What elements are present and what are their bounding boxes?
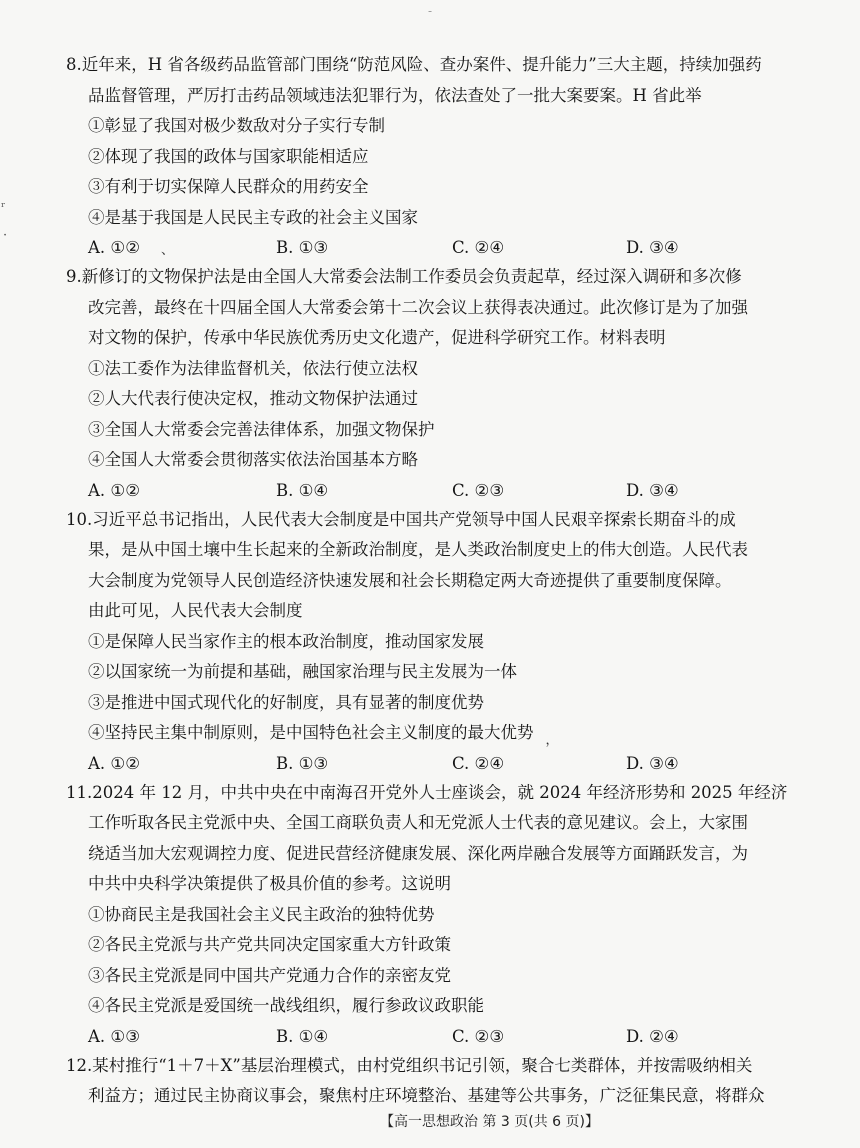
statement-option: ②体现了我国的政体与国家职能相适应	[88, 146, 369, 166]
answer-choice-a[interactable]: A. ①②	[88, 238, 140, 257]
question-stem-line: 果，是从中国土壤中生长起来的全新政治制度，是人类政治制度史上的伟大创造。人民代表	[88, 540, 748, 559]
question-stem-line: 工作听取各民主党派中央、全国工商联负责人和无党派人士代表的意见建议。会上，大家围	[88, 813, 748, 832]
question-stem-line: 大会制度为党领导人民创造经济快速发展和社会长期稳定两大奇迹提供了重要制度保障。	[88, 570, 732, 590]
statement-option: ④各民主党派是爱国统一战线组织，履行参政议政职能	[88, 996, 484, 1015]
statement-option: ②人大代表行使决定权，推动文物保护法通过	[88, 389, 418, 408]
answer-choice-c[interactable]: C. ②③	[452, 1026, 505, 1046]
statement-option: ③全国人大常委会完善法律体系，加强文物保护	[88, 419, 435, 439]
answer-choice-d[interactable]: D. ③④	[626, 480, 679, 500]
answer-choices	[66, 476, 796, 505]
answer-choices	[66, 233, 796, 262]
answer-choice-b[interactable]: B. ①④	[276, 1026, 329, 1046]
question-stem-line: 由此可见，人民代表大会制度	[88, 601, 303, 620]
statement-option: ②各民主党派与共产党共同决定国家重大方针政策	[88, 935, 451, 954]
question-10	[66, 505, 796, 778]
scan-mark-left: ·	[3, 228, 8, 243]
question-stem-line: 品监督管理，严厉打击药品领域违法犯罪行为，依法查处了一批大案要案。H 省此举	[88, 85, 702, 105]
question-12	[66, 1051, 796, 1112]
question-stem-line: 9.新修订的文物保护法是由全国人大常委会法制工作委员会负责起草，经过深入调研和多次修	[66, 267, 742, 286]
question-stem-line: 10.习近平总书记指出，人民代表大会制度是中国共产党领导中国人民艰辛探索长期奋斗的成	[66, 509, 736, 529]
scan-mark-left: ʳ	[1, 200, 6, 215]
answer-choice-d[interactable]: D. ③④	[626, 753, 679, 773]
answer-choice-d[interactable]: D. ②④	[626, 1026, 679, 1046]
stray-mark: ，	[545, 733, 559, 748]
answer-choice-b[interactable]: B. ①③	[276, 753, 329, 773]
question-11	[66, 778, 796, 1051]
answer-choice-c[interactable]: C. ②③	[452, 480, 505, 500]
answer-choice-b[interactable]: B. ①④	[276, 480, 329, 500]
statement-option: ②以国家统一为前提和基础，融国家治理与民主发展为一体	[88, 662, 517, 681]
stray-mark: 、	[161, 243, 175, 258]
answer-choice-a[interactable]: A. ①②	[88, 753, 140, 773]
statement-option: ④全国人大常委会贯彻落实依法治国基本方略	[88, 450, 418, 469]
question-stem-line: 对文物的保护，传承中华民族优秀历史文化遗产，促进科学研究工作。材料表明	[88, 328, 666, 347]
question-stem-line: 利益方；通过民主协商议事会，聚焦村庄环境整治、基建等公共事务，广泛征集民意，将群众	[88, 1086, 765, 1105]
statement-option: ④坚持民主集中制原则，是中国特色社会主义制度的最大优势	[88, 723, 534, 742]
answer-choice-c[interactable]: C. ②④	[452, 238, 505, 257]
statement-option: ③是推进中国式现代化的好制度，具有显著的制度优势	[88, 692, 484, 712]
question-stem-line: 改完善，最终在十四届全国人大常委会第十二次会议上获得表决通过。此次修订是为了加强	[88, 297, 748, 317]
statement-option: ③有利于切实保障人民群众的用药安全	[88, 177, 369, 196]
question-stem-line: 12.某村推行“1＋7＋X”基层治理模式，由村党组织书记引领，聚合七类群体，并按需吸纳相关	[66, 1055, 753, 1075]
answer-choice-b[interactable]: B. ①③	[276, 238, 329, 257]
statement-option: ①协商民主是我国社会主义民主政治的独特优势	[88, 904, 435, 924]
question-8	[66, 50, 796, 262]
page-footer: 【高一思想政治 第 3 页(共 6 页)】	[380, 1114, 599, 1130]
answer-choice-d[interactable]: D. ③④	[626, 238, 679, 257]
question-stem-line: 8.近年来，H 省各级药品监管部门围绕“防范风险、查办案件、提升能力”三大主题，持续加强药	[66, 55, 762, 74]
question-stem-line: 中共中央科学决策提供了极具价值的参考。这说明	[88, 874, 451, 893]
scan-mark-top: -	[428, 4, 433, 18]
answer-choice-a[interactable]: A. ①②	[88, 480, 140, 500]
question-9	[66, 262, 796, 505]
answer-choice-c[interactable]: C. ②④	[452, 753, 505, 773]
answer-choices	[66, 1022, 796, 1051]
answer-choices	[66, 749, 796, 778]
answer-choice-a[interactable]: A. ①③	[88, 1026, 140, 1046]
statement-option: ①彰显了我国对极少数敌对分子实行专制	[88, 116, 385, 135]
statement-option: ③各民主党派是同中国共产党通力合作的亲密友党	[88, 965, 451, 985]
question-stem-line: 绕适当加大宏观调控力度、促进民营经济健康发展、深化两岸融合发展等方面踊跃发言，为	[88, 843, 748, 863]
statement-option: ①法工委作为法律监督机关，依法行使立法权	[88, 358, 418, 378]
question-list	[66, 50, 796, 1112]
statement-option: ④是基于我国是人民民主专政的社会主义国家	[88, 207, 418, 227]
statement-option: ①是保障人民当家作主的根本政治制度，推动国家发展	[88, 631, 484, 651]
question-stem-line: 11.2024 年 12 月，中共中央在中南海召开党外人士座谈会，就 2024 年经济形势和 2025 年经济	[66, 782, 788, 802]
